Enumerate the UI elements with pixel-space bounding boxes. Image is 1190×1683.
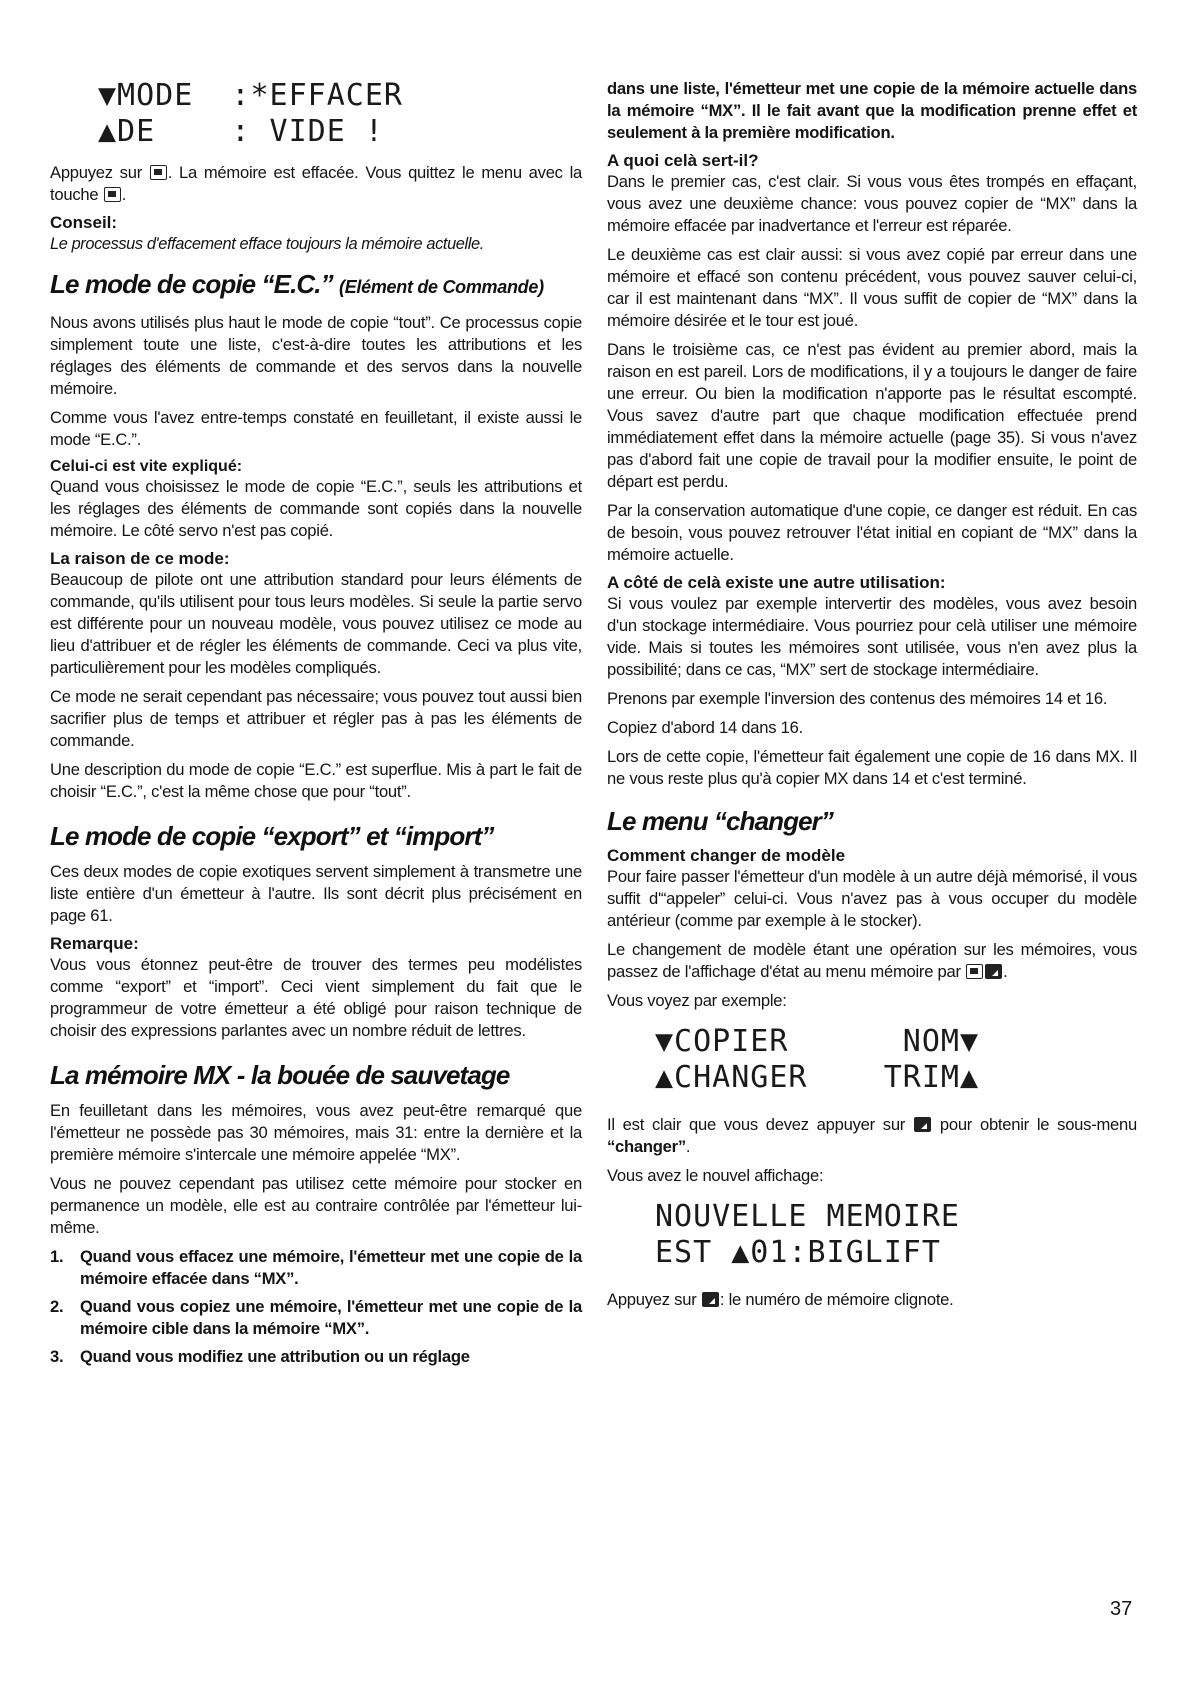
down-arrow-key-icon <box>914 1117 931 1132</box>
subheading: Celui-ci est vite expliqué: <box>50 458 243 475</box>
page-number: 37 <box>1110 1598 1133 1620</box>
down-arrow-key-icon <box>702 1292 719 1307</box>
paragraph: Si vous voulez par exemple intervertir des modèles, vous avez besoin d'un stockage intermédiaire. Vous pourriez pour celà utiliser une mémoire vide. Mais si toutes les mémoires sont utilisée, vous n'en avez plus la possibilité; dans ce cas, “MX” sert de stockage intermédiaire. <box>607 594 1137 679</box>
paragraph: Dans le troisième cas, ce n'est pas évident au premier abord, mais la raison en est pareil. Lors de modifications, il y a toujours le danger de faire une erreur. Ou bien la modification n'apporte pas le résultat escompté. Vous savez d'autre part que chaque modification effectuée prend immédiatement effet dans la mémoire actuelle (page 35). Si vous n'avez pas d'abord fait une copie de travail pour la modifier ensuite, le point de départ est perdu. <box>607 340 1137 491</box>
heading-export-import: Le mode de copie “export” et “import” <box>50 821 494 851</box>
subheading-conseil: Conseil: <box>50 213 118 232</box>
memory-key-icon <box>104 187 121 202</box>
lcd-display-copier <box>655 1024 1137 1096</box>
heading-menu-changer: Le menu “changer” <box>607 806 833 836</box>
lcd-line: ▲DE : VIDE ! <box>98 114 384 149</box>
paragraph: Appuyez sur : le numéro de mémoire clignote. <box>607 1290 954 1309</box>
paragraph: Pour faire passer l'émetteur d'un modèle à un autre déjà mémorisé, il vous suffit d'“appeler” celui-ci. Vous n'avez pas à vous occuper du modèle antérieur (comme par exemple à le stocker). <box>607 867 1137 930</box>
lcd-line: ▼COPIER NOM▼ <box>655 1024 980 1059</box>
paragraph: Vous ne pouvez cependant pas utilisez cette mémoire pour stocker en permanence un modèle, elle est au contraire contrôlée par l'émetteur lui-même. <box>50 1174 582 1237</box>
list-item: 1. Quand vous effacez une mémoire, l'émetteur met une copie de la mémoire effacée dans “MX”. <box>50 1247 582 1288</box>
subheading: A quoi celà sert-il? <box>607 151 759 170</box>
paragraph: Une description du mode de copie “E.C.” est superflue. Mis à part le fait de choisir “E.C.”, c'est la même chose que pour “tout”. <box>50 760 582 801</box>
down-arrow-key-icon <box>985 964 1002 979</box>
paragraph: Quand vous choisissez le mode de copie “E.C.”, seuls les attributions et les réglages des éléments de commande sont copiés dans la nouvelle mémoire. Le côté servo n'est pas copié. <box>50 477 582 540</box>
lcd-display-nouvelle-memoire <box>655 1199 1137 1271</box>
memory-key-icon <box>150 165 167 180</box>
heading-memoire-mx: La mémoire MX - la bouée de sauvetage <box>50 1060 510 1090</box>
paragraph: Il est clair que vous devez appuyer sur pour obtenir le sous-menu “changer”. <box>607 1115 1137 1156</box>
paragraph: Ces deux modes de copie exotiques servent simplement à transmetre une liste entière d'un émetteur à l'autre. Ils sont décrit plus précisément en page 61. <box>50 862 582 925</box>
conseil-text: Le processus d'effacement efface toujours la mémoire actuelle. <box>50 235 484 253</box>
paragraph: Dans le premier cas, c'est clair. Si vous vous êtes trompés en effaçant, vous avez une deuxième chance: vous pouvez copier de “MX” dans la mémoire effacée par inadvertance et l'erreur est réparée. <box>607 172 1137 235</box>
paragraph: Par la conservation automatique d'une copie, ce danger est réduit. En cas de besoin, vous pouvez retrouver l'état initial en copiant de “MX” dans la mémoire actuelle. <box>607 501 1137 564</box>
paragraph: Copiez d'abord 14 dans 16. <box>607 718 803 737</box>
subheading: Remarque: <box>50 934 139 953</box>
lcd-display-effacer <box>98 78 582 150</box>
paragraph: Appuyez sur . La mémoire est effacée. Vous quittez le menu avec la touche . <box>50 163 582 204</box>
paragraph: Beaucoup de pilote ont une attribution standard pour leurs éléments de commande, qu'ils utilisent pour tous leurs modèles. Si seule la partie servo est différente pour un nouveau modèle, vous pouvez utilisez ce mode au lieu d'attribuer et de régler les éléments de commande. Ceci va plus vite, particulièrement pour les modèles compliqués. <box>50 570 582 677</box>
paragraph: Le changement de modèle étant une opération sur les mémoires, vous passez de l'affichage d'état au menu mémoire par . <box>607 940 1137 981</box>
paragraph: Lors de cette copie, l'émetteur fait également une copie de 16 dans MX. Il ne vous reste plus qu'à copier MX dans 14 et c'est terminé. <box>607 747 1137 788</box>
memory-key-icon <box>966 964 983 979</box>
lcd-line: NOUVELLE MEMOIRE <box>655 1199 960 1234</box>
list-continuation: dans une liste, l'émetteur met une copie de la mémoire actuelle dans la mémoire “MX”. Il le fait avant que la modification prenne effet et seulement à la première modification. <box>607 79 1137 142</box>
paragraph: Comme vous l'avez entre-temps constaté en feuilletant, il existe aussi le mode “E.C.”. <box>50 408 582 449</box>
lcd-line: ▲CHANGER TRIM▲ <box>655 1060 980 1095</box>
heading-mode-ec: Le mode de copie “E.C.” (Elément de Commande) <box>50 269 544 299</box>
paragraph: Vous vous étonnez peut-être de trouver des termes peu modélistes comme “export” et “import”. Ceci vient simplement du fait que le programmeur de votre émetteur a été obligé pour raison technique de choisir des expressions parlantes avec un nombre réduit de lettres. <box>50 955 582 1040</box>
paragraph: En feuilletant dans les mémoires, vous avez peut-être remarqué que l'émetteur ne possède pas 30 mémoires, mais 31: entre la dernière et la première mémoire s'intercale une mémoire appelée “MX”. <box>50 1101 582 1164</box>
paragraph: Vous avez le nouvel affichage: <box>607 1166 824 1185</box>
left-column <box>50 78 582 1374</box>
paragraph: Ce mode ne serait cependant pas nécessaire; vous pouvez tout aussi bien sacrifier plus de temps et attribuer et régler pas à pas les éléments de commande. <box>50 687 582 750</box>
paragraph: Prenons par exemple l'inversion des contenus des mémoires 14 et 16. <box>607 689 1108 708</box>
numbered-list <box>50 1246 582 1368</box>
subheading: Comment changer de modèle <box>607 846 846 865</box>
paragraph: Le deuxième cas est clair aussi: si vous avez copié par erreur dans une mémoire et effacé son contenu précédent, vous pouvez sauver celui-ci, car il est maintenant dans “MX”. Il vous suffit de copier de “MX” dans la mémoire désirée et le tour est joué. <box>607 245 1137 330</box>
list-item: 2. Quand vous copiez une mémoire, l'émetteur met une copie de la mémoire cible dans la mémoire “MX”. <box>50 1297 582 1338</box>
right-column <box>607 78 1137 1318</box>
lcd-line: ▼MODE :*EFFACER <box>98 78 403 113</box>
paragraph: Nous avons utilisés plus haut le mode de copie “tout”. Ce processus copie simplement toute une liste, c'est-à-dire toutes les attributions et les réglages des éléments de commande et des servos dans la nouvelle mémoire. <box>50 313 582 398</box>
subheading: A côté de celà existe une autre utilisation: <box>607 573 946 592</box>
lcd-line: EST ▲01:BIGLIFT <box>655 1235 941 1270</box>
subheading: La raison de ce mode: <box>50 549 230 568</box>
list-item: 3. Quand vous modifiez une attribution ou un réglage <box>50 1347 470 1366</box>
paragraph: Vous voyez par exemple: <box>607 991 787 1010</box>
